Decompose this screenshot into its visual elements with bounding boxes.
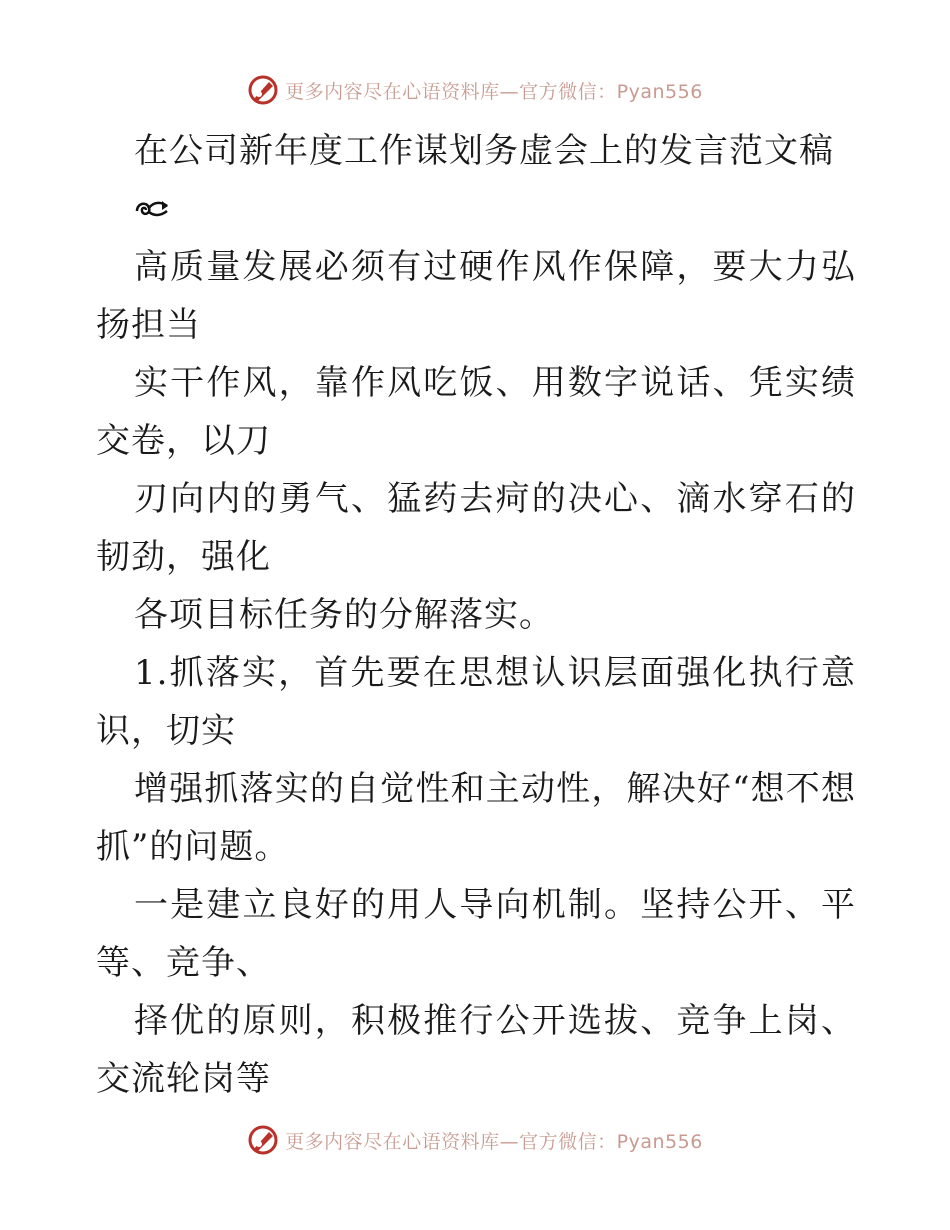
brush-pen-logo-icon xyxy=(247,1124,279,1156)
paragraph: 增强抓落实的自觉性和主动性，解决好“想不想抓”的问题。 xyxy=(96,769,856,867)
scroll-ornament-icon xyxy=(134,197,170,221)
header-banner-text: 更多内容尽在心语资料库—官方微信：Pyan556 xyxy=(285,80,703,103)
paragraph: 一是建立良好的用人导向机制。坚持公开、平等、竞争、 xyxy=(96,885,856,983)
paragraph: 各项目标任务的分解落实。 xyxy=(134,595,554,635)
paragraph: 高质量发展必须有过硬作风作保障，要大力弘扬担当 xyxy=(96,247,856,345)
footer-banner-text: 更多内容尽在心语资料库—官方微信：Pyan556 xyxy=(285,1130,703,1153)
document-title: 在公司新年度工作谋划务虚会上的发言范文稿 xyxy=(134,131,834,171)
ornament-row xyxy=(96,180,856,238)
brush-pen-logo-icon xyxy=(247,74,279,106)
paragraph: 刃向内的勇气、猛药去疴的决心、滴水穿石的韧劲，强化 xyxy=(96,479,856,577)
footer-banner xyxy=(0,1120,950,1160)
paragraph: 实干作风，靠作风吃饭、用数字说话、凭实绩交卷，以刀 xyxy=(96,363,856,461)
paragraph: 择优的原则，积极推行公开选拔、竞争上岗、交流轮岗等 xyxy=(96,1001,856,1099)
header-banner xyxy=(0,70,950,110)
paragraph: 1.抓落实，首先要在思想认识层面强化执行意识，切实 xyxy=(96,653,856,751)
document-body xyxy=(96,122,856,1108)
